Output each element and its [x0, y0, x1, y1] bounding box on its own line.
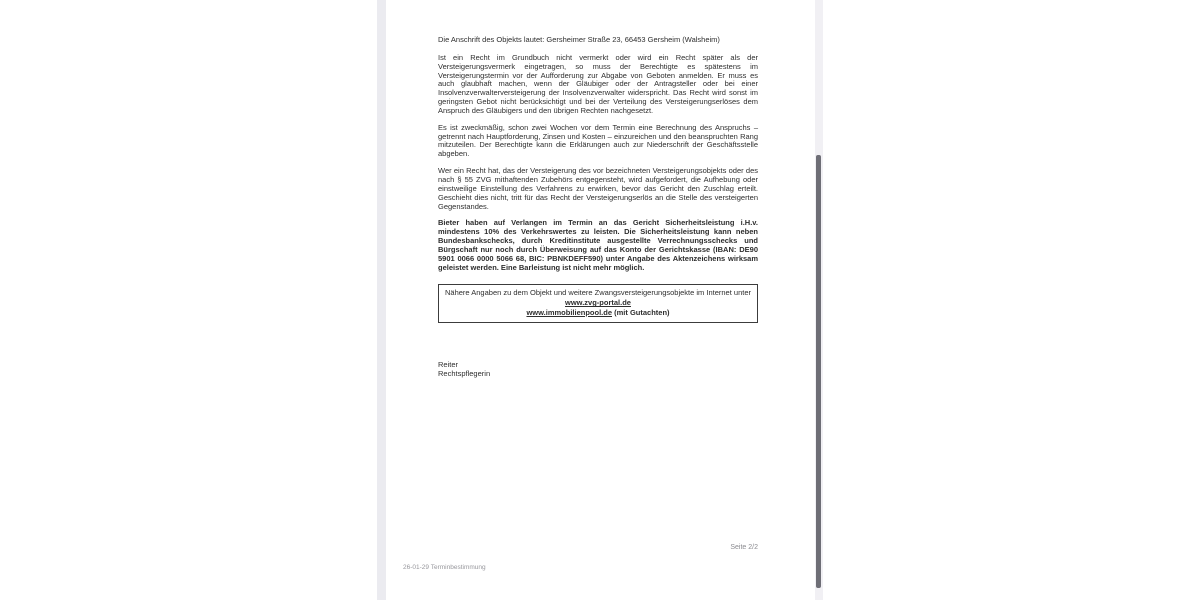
document-page	[386, 0, 815, 600]
paragraph-berechnung-anspruch: Es ist zweckmäßig, schon zwei Wochen vor dem Termin eine Berechnung des Anspruchs – getrennt nach Hauptforderung, Zinsen und Kosten – einzureichen und den beanspruchten Rang mitzuteilen. Der Berechtigte kann die Erklärungen auch zur Niederschrift der Geschäftsstelle abgeben.	[438, 122, 758, 159]
document-footer-label: 26-01-29 Terminbestimmung	[403, 564, 486, 571]
scrollbar-thumb[interactable]	[816, 155, 821, 588]
signature-block	[438, 360, 758, 379]
zvg-portal-link[interactable]: www.zvg-portal.de	[565, 298, 631, 308]
signature-title: Rechtspflegerin	[438, 369, 491, 379]
paragraph-sicherheitsleistung: Bieter haben auf Verlangen im Termin an das Gericht Sicherheitsleistung i.H.v. mindestens 10% des Verkehrswertes zu leisten. Die Sicherheitsleistung kann neben Bundesbankschecks, durch Kreditinstitute ausgestellte Verrechnungsschecks und Bürgschaft nur noch durch Überweisung auf das Konto der Gerichtskasse (IBAN: DE90 5901 0066 0000 5066 68, BIC: PBNKDEFF590) unter Angabe des Aktenzeichens wirksam geleistet werden. Eine Barleistung ist nicht mehr möglich.	[438, 218, 758, 272]
gutachten-note: (mit Gutachten)	[614, 307, 670, 317]
object-address-line: Die Anschrift des Objekts lautet: Gersheimer Straße 23, 66453 Gersheim (Walsheim)	[438, 35, 720, 44]
immobilienpool-link[interactable]: www.immobilienpool.de	[526, 307, 613, 317]
paragraph-grundbuch-recht: Ist ein Recht im Grundbuch nicht vermerkt oder wird ein Recht später als der Versteigerungsvermerk eingetragen, so muss der Berechtigte es spätestens im Versteigerungstermin vor der Aufforderung zur Abgabe von Geboten anmelden. Er muss es auch glaubhaft machen, wenn der Gläubiger oder der Antragsteller oder bei einer Insolvenzverwalterversteigerung der Insolvenzverwalter widerspricht. Das Recht wird sonst im geringsten Gebot nicht berücksichtigt und bei der Verteilung des Versteigerungserlöses dem Anspruch des Gläubigers und den übrigen Rechten nachgesetzt.	[438, 52, 758, 115]
paragraph-recht-versteigerung: Wer ein Recht hat, das der Versteigerung des vor bezeichneten Versteigerungsobjekts oder des nach § 55 ZVG mithaftenden Zubehörs entgegensteht, wird aufgefordert, die Aufhebung oder einstweilige Einstellung des Verfahrens zu erwirken, bevor das Gericht den Zuschlag erteilt. Geschieht dies nicht, tritt für das Recht der Versteigerungserlös an die Stelle des versteigerten Gegenstandes.	[438, 166, 758, 211]
signature-name: Reiter	[438, 359, 459, 369]
page-left-edge	[377, 0, 386, 600]
internet-info-box	[438, 284, 758, 322]
page-number: Seite 2/2	[730, 544, 758, 551]
scrollbar-track[interactable]	[815, 0, 823, 600]
info-box-text: Nähere Angaben zu dem Objekt und weitere Zwangsversteigerungsobjekte im Internet unter	[444, 288, 751, 298]
page-content	[386, 0, 815, 378]
